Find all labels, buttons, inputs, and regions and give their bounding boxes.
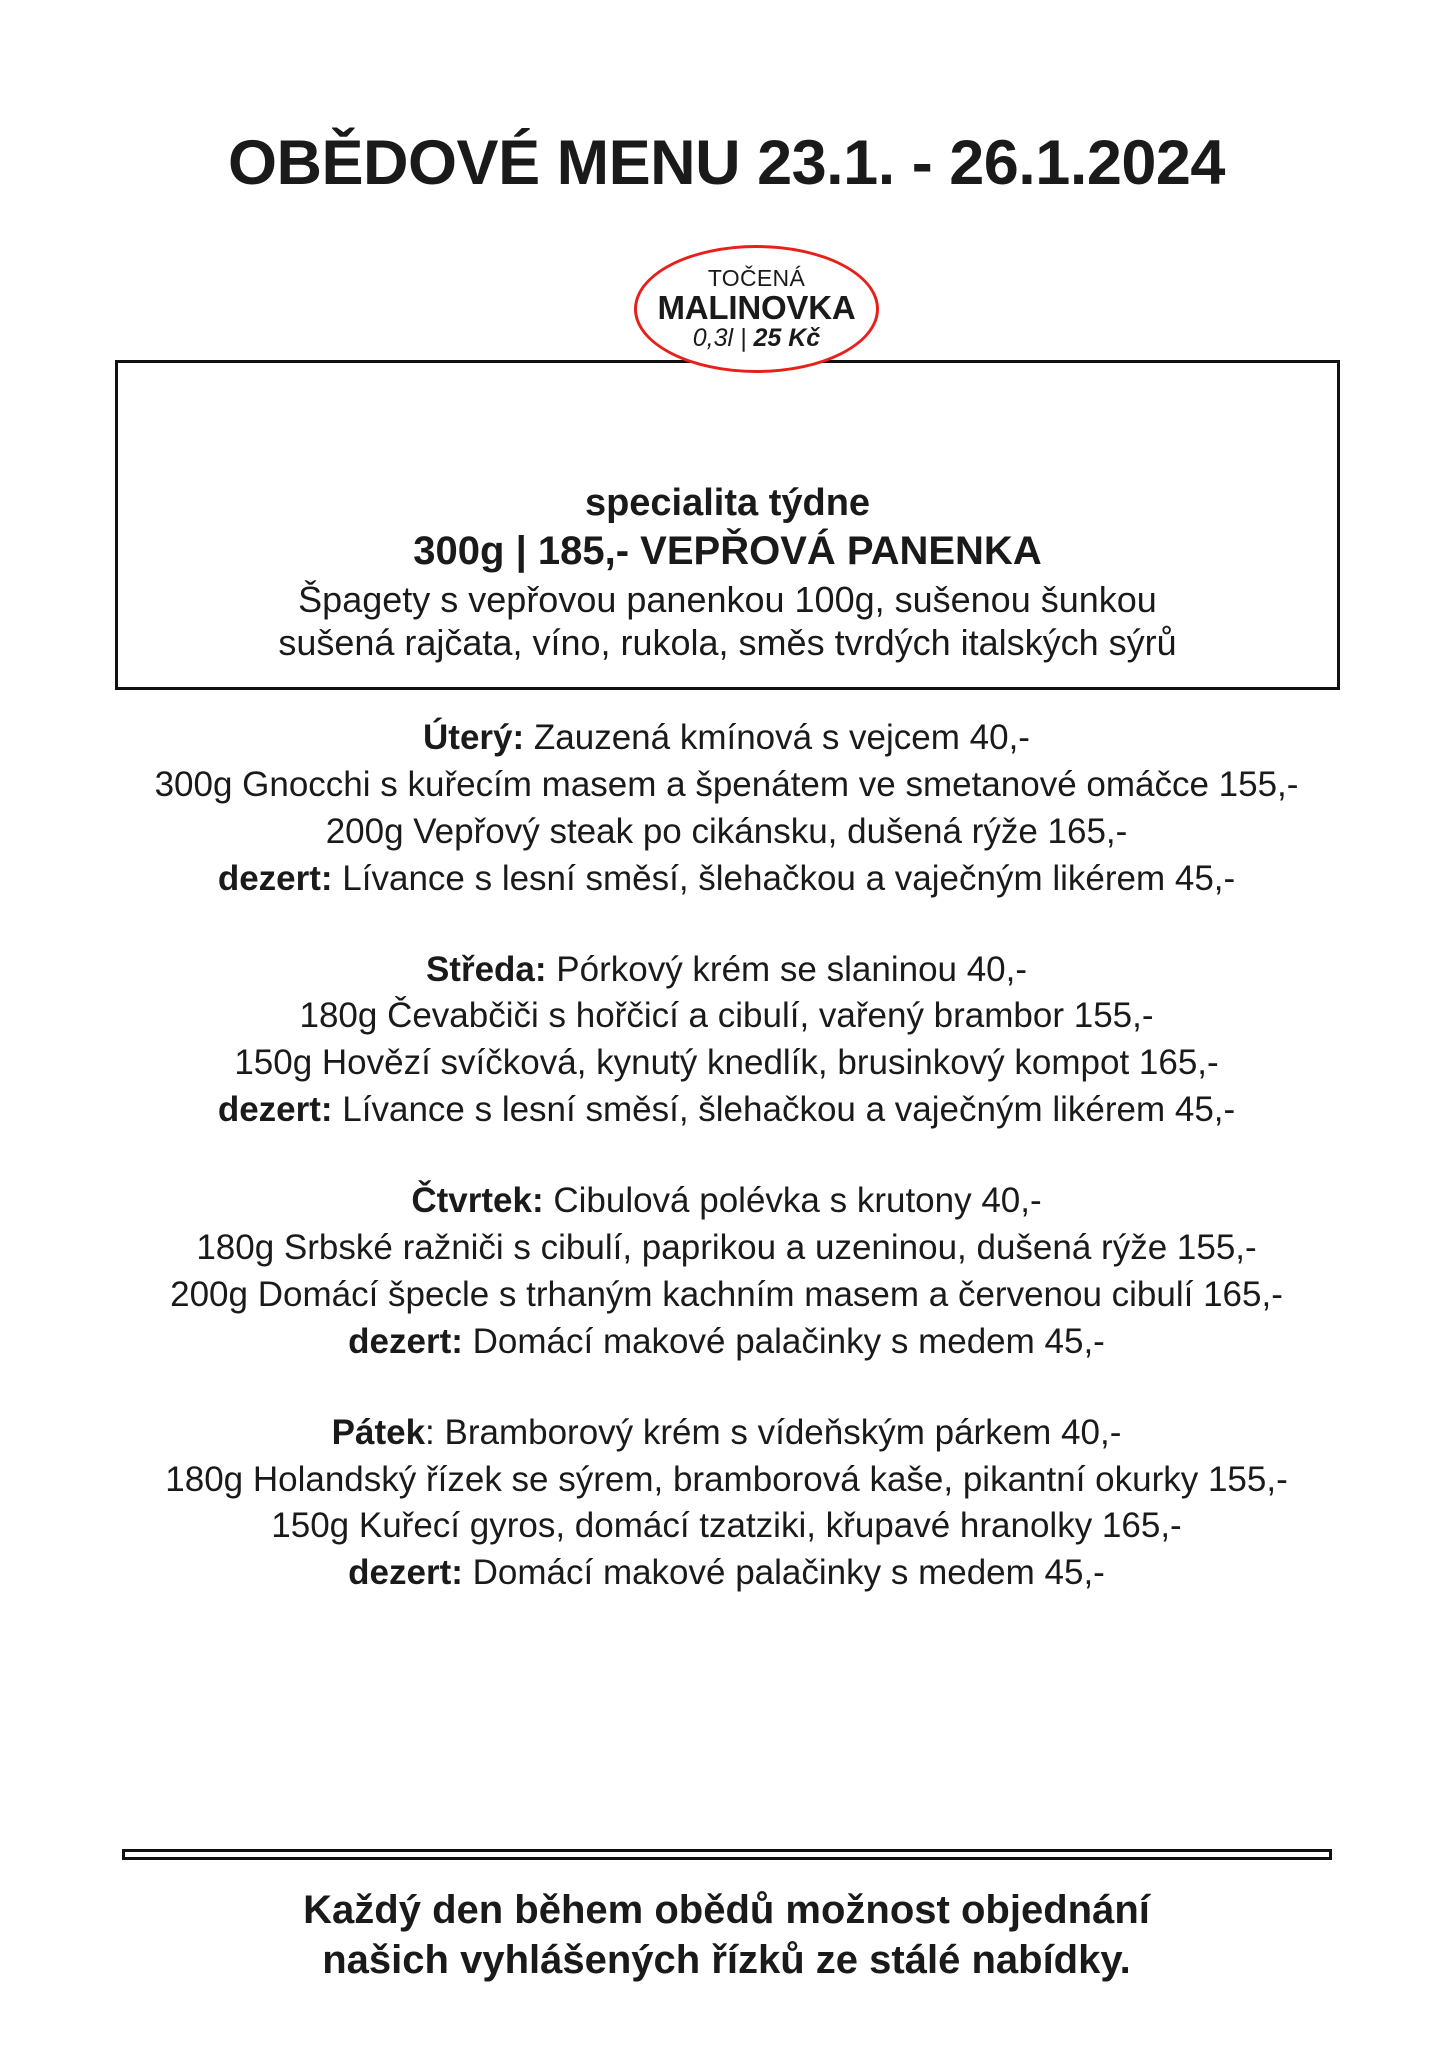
stamp-price: 25 Kč (753, 324, 821, 352)
day-block-patek (0, 1410, 1453, 1598)
stamp-separator: | (740, 324, 747, 352)
footer-divider (122, 1849, 1332, 1860)
footer-line-1: Každý den během obědů možnost objednání (303, 1888, 1150, 1932)
stamp-line-price (693, 326, 820, 351)
day-soup: Cibulová polévka s krutony 40,- (543, 1181, 1042, 1221)
dessert-text: Domácí makové palačinky s medem 45,- (462, 1321, 1105, 1361)
dessert-label: dezert: (348, 1321, 463, 1361)
specialty-description-line-1: Špagety s vepřovou panenkou 100g, sušenou šunkou (298, 579, 1157, 621)
dessert-label: dezert: (217, 1090, 333, 1130)
day-main-line-1: 180g Srbské ražniči s cibulí, paprikou a uzeninou, dušená rýže 155,- (196, 1228, 1257, 1268)
day-dessert-line (0, 856, 1453, 903)
day-name: Úterý (423, 718, 513, 757)
specialty-description-line-2: sušená rajčata, víno, rukola, směs tvrdých italských sýrů (278, 621, 1177, 663)
day-soup-line (0, 1410, 1453, 1457)
day-main-line-2: 200g Domácí špecle s trhaným kachním masem a červenou cibulí 165,- (170, 1274, 1283, 1314)
day-dessert-line (0, 1319, 1453, 1366)
specialty-subtitle: specialita týdne (584, 482, 871, 525)
day-main-line-1: 300g Gnocchi s kuřecím masem a špenátem ve smetanové omáčce 155,- (154, 764, 1299, 804)
day-block-ctvrtek (0, 1178, 1453, 1366)
day-main-line-1: 180g Čevabčiči s hořčicí a cibulí, vařený brambor 155,- (299, 996, 1154, 1036)
day-soup: : Bramborový krém s vídeňským párkem 40,- (425, 1412, 1122, 1452)
daily-menu-list (0, 715, 1453, 1641)
day-dessert-line (0, 1550, 1453, 1597)
dessert-text: Lívance s lesní směsí, šlehačkou a vaječným likérem 45,- (332, 858, 1236, 898)
page-title: OBĚDOVÉ MENU 23.1. - 26.1.2024 (228, 128, 1225, 198)
day-main-line-2: 200g Vepřový steak po cikánsku, dušená rýže 165,- (325, 811, 1128, 851)
day-soup: Pórkový krém se slaninou 40,- (546, 949, 1028, 989)
day-main-line-1: 180g Holandský řízek se sýrem, bramborová kaše, pikantní okurky 155,- (165, 1459, 1288, 1499)
footer-line-2: našich vyhlášených řízků ze stálé nabídky. (322, 1938, 1131, 1982)
stamp-line-tocena: TOČENÁ (707, 265, 806, 291)
day-name: Čtvrtek (411, 1181, 532, 1221)
day-soup: Zauzená kmínová s vejcem 40,- (524, 718, 1030, 757)
stamp-volume: 0,3l (692, 324, 734, 352)
day-name: Středa (425, 949, 535, 989)
dessert-text: Domácí makové palačinky s medem 45,- (462, 1553, 1105, 1593)
specialty-section (115, 360, 1340, 690)
day-main-line-2: 150g Hovězí svíčková, kynutý knedlík, brusinkový kompot 165,- (234, 1043, 1219, 1083)
day-main-line-2: 150g Kuřecí gyros, domácí tzatziki, křupavé hranolky 165,- (271, 1506, 1182, 1546)
day-name-suffix: : (531, 1181, 544, 1221)
day-name-suffix: : (512, 718, 525, 757)
dessert-label: dezert: (217, 858, 333, 898)
footer-note (0, 1885, 1453, 1985)
stamp-line-malinovka: MALINOVKA (657, 289, 856, 326)
day-soup-line (0, 1178, 1453, 1225)
day-dessert-line (0, 1087, 1453, 1134)
day-name-suffix: : (534, 949, 547, 989)
day-soup-line (0, 947, 1453, 994)
day-block-utery (0, 715, 1453, 903)
day-block-streda (0, 947, 1453, 1135)
day-soup-line (0, 715, 1453, 762)
day-name: Pátek (331, 1412, 426, 1452)
specialty-headline: 300g | 185,- VEPŘOVÁ PANENKA (413, 528, 1042, 573)
dessert-text: Lívance s lesní směsí, šlehačkou a vaječným likérem 45,- (332, 1090, 1236, 1130)
dessert-label: dezert: (348, 1553, 463, 1593)
malinovka-stamp (634, 245, 879, 373)
